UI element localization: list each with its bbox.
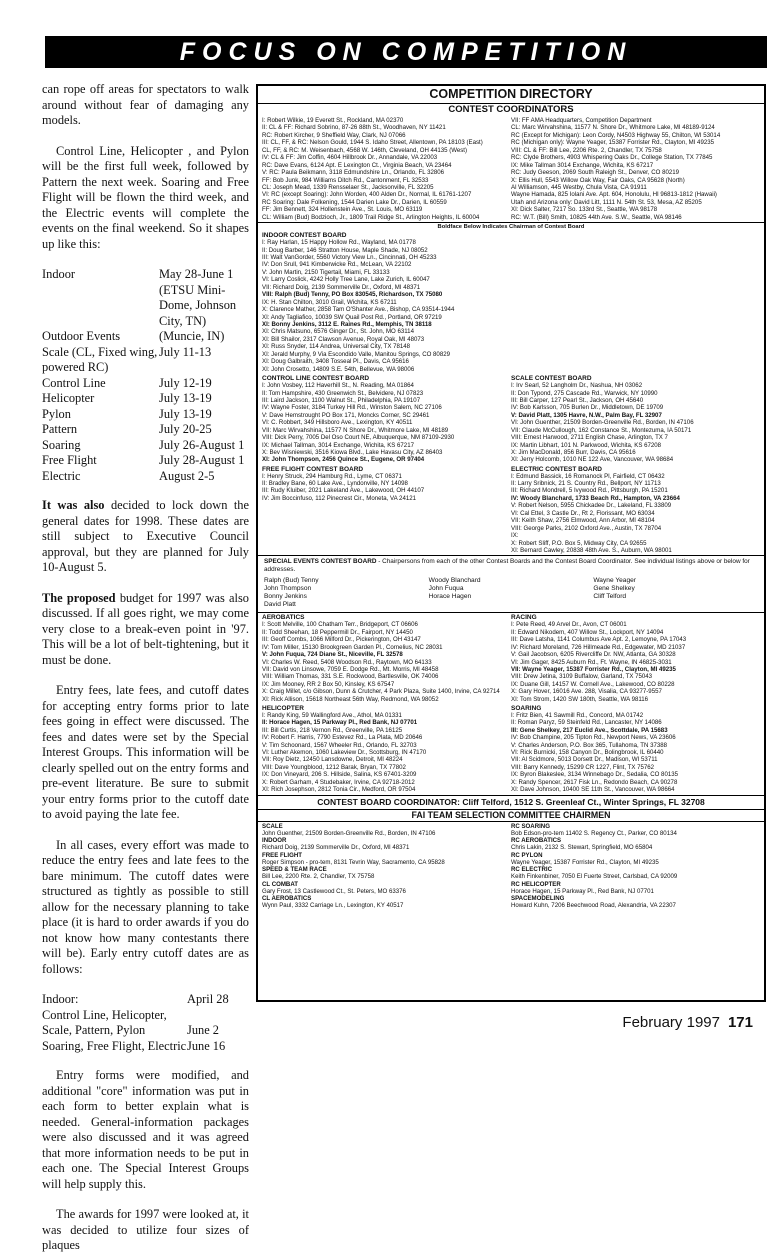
board-members: [511, 712, 756, 793]
directory-entry: IV: Woody Blanchard, 1733 Beach Rd., Hampton, VA 23664: [511, 494, 680, 502]
directory-entry: VIII: Dave Youngblood, 1212 Barak, Bryan, TX 77802: [262, 763, 406, 771]
directory-entry: XI: Jerry Holcomb, 1010 NE 122 Ave, Vancouver, WA 98684: [511, 456, 674, 464]
directory-entry: II: Bradley Bane, 60 Lake Ave., Lyndonville, NY 14098: [262, 480, 408, 487]
fai-chairman: Wynn Paul, 3332 Carriage Ln., Lexington, KY 40517: [262, 902, 404, 910]
directory-entry: XI: Bill Shailor, 2317 Clawson Avenue, Royal Oak, MI 48073: [262, 335, 425, 343]
directory-entry: XI: Russ Snyder, 114 Andrea, Universal City, TX 78148: [262, 343, 411, 351]
schedule-dates: July 28-August 1: [159, 453, 245, 467]
cutoff-event: Soaring, Free Flight, Electric: [42, 1038, 187, 1053]
directory-entry: I: Randy King, 59 Wallingford Ave., Athol, MA 01331: [262, 711, 402, 719]
directory-entry: IX: Jim Mooney, RR 2 Box 50, Kinsley, KS 67547: [262, 680, 395, 688]
schedule-event: Pylon: [42, 406, 71, 421]
board-members: [511, 473, 756, 554]
boards-row-1: [258, 231, 764, 374]
directory-entry: FF: Jim Bennett, 324 Hollenstein Ave., St. Louis, MO 63119: [262, 206, 423, 214]
boards-row-3: [258, 612, 764, 794]
directory-entry: FF: Bob Junk, 984 Williams Ditch Rd., Cantonment, FL 32533: [262, 176, 429, 184]
directory-entry: RC (Michigan only): Wayne Yeager, 15387 Forrister Rd., Clayton, MI 49235: [511, 139, 714, 147]
fai-chairman: Gary Frost, 13 Castlewood Ct., St. Peters, MO 63376: [262, 887, 406, 895]
directory-entry: V: Robert Nelson, 5955 Chickadee Dr., Lakeland, FL 33809: [511, 502, 672, 510]
fai-chairman: John Guenther, 21509 Borden-Greenville Rd., Borden, IN 47106: [262, 829, 436, 837]
fai-event-heading: CL AEROBATICS: [262, 895, 312, 903]
directory-entry: IV: CL & FF: Jim Coffin, 4604 Hillbrook Dr., Annandale, VA 22003: [262, 154, 438, 162]
directory-entry: IV: Tom Miller, 15130 Brookgreen Garden Pl., Cornelius, NC 28031: [262, 643, 443, 651]
coordinators-left: [262, 117, 511, 221]
schedule-dates: August 2-5: [159, 468, 215, 483]
directory-entry: V: Gail Jacobson, 6205 Rivercliffe Dr. NW, Atlanta, GA 30328: [511, 651, 676, 659]
directory-entry: VIII: Ralph (Bud) Tenny, PO Box 830545, Richardson, TX 75080: [262, 291, 443, 299]
coordinators-list: [258, 116, 764, 222]
directory-entry: IX: Mike Tallman 3014 Exchange, Wichita, KS 67217: [511, 161, 654, 169]
directory-entry: VII: Roy Dietz, 12450 Lansdowne, Detroit, MI 48224: [262, 756, 403, 764]
directory-entry: VI: Rick Burnicki, 158 Canyon Dr., Bolingbrook, IL 60440: [511, 749, 664, 757]
board-title: SCALE CONTEST BOARD: [511, 375, 592, 383]
fai-event-heading: CL COMBAT: [262, 880, 298, 888]
directory-entry: V: Charles Anderson, P.O. Box 365, Tullahoma, TN 37388: [511, 741, 668, 749]
article-paragraph: can rope off areas for spectators to walk around without fear of damaging any models.: [42, 82, 249, 127]
directory-entry: X: Craig Millet, c/o Gibson, Dunn & Crutcher, 4 Park Plaza, Suite 1400, Irvine, CA 92714: [262, 688, 500, 696]
cutoff-event: Control Line, Helicopter, Scale, Pattern, Pylon: [42, 1007, 167, 1037]
directory-entry: IX: Duane Gill, 14157 W. Cornell Ave., Lakewood, CO 80228: [511, 680, 675, 688]
fai-chairman: Howard Kuhn, 7206 Beechwood Road, Alexandria, VA 22307: [511, 902, 676, 910]
directory-entry: RC (Except for Michigan): Leon Cordy, N4503 Highway 55, Chilton, WI 53014: [511, 131, 721, 139]
schedule-dates: July 20-25: [159, 422, 212, 436]
directory-entry: I: John Vosbey, 112 Haverhill St., N. Reading, MA 01864: [262, 382, 414, 390]
board-title: CONTROL LINE CONTEST BOARD: [262, 375, 370, 383]
directory-entry: RC: Clyde Brothers, 4903 Whispering Oaks Dr., College Station, TX 77845: [511, 154, 713, 162]
directory-entry: VIII: William Thomas, 331 S.E. Rockwood, Bartlesville, OK 74006: [262, 673, 439, 681]
scale-electric-boards: [511, 375, 760, 554]
directory-entry: VI: John Guenther, 21509 Borden-Greenville Rd., Borden, IN 47106: [511, 419, 694, 427]
fai-event-heading: INDOOR: [262, 837, 287, 845]
coordinators-right: [511, 117, 760, 221]
directory-entry: VII: FF AMA Headquarters, Competition Department: [511, 117, 652, 124]
directory-entry: VIII: Dick Perry, 7005 Del Oso Court NE, Albuquerque, NM 87109-2930: [262, 434, 455, 442]
article-paragraph: [42, 498, 249, 576]
directory-entry: III: Walt VanGorder, 5560 Victory View Ln., Cincinnati, OH 45233: [262, 254, 437, 262]
special-members: [264, 577, 758, 609]
directory-entry: III: Richard Mondrell, 5 Ivywood Rd., Pittsburgh, PA 15201: [511, 487, 668, 495]
paragraph-text: decided to lock down the general dates for 1998. These dates are still subject to Executive Council approval, but they are planned for July 10-August 5.: [42, 498, 249, 574]
directory-entry: XI: Rick Allison, 15618 Northeast 56th Way, Redmond, WA 98052: [262, 695, 439, 703]
directory-entry: Al Williamson, 445 Westby, Chula Vista, CA 91911: [511, 183, 647, 191]
fai-event-heading: RC ELECTRIC: [511, 866, 552, 874]
board-title: AEROBATICS: [262, 614, 305, 622]
directory-entry: I: Scott Melville, 100 Chatham Terr., Bridgeport, CT 06606: [262, 621, 418, 629]
boards-row-2: [258, 374, 764, 555]
directory-entry: VII: Richard Doig, 2139 Sommerville Dr., Oxford, MI 48371: [262, 283, 421, 291]
schedule-event: Helicopter: [42, 391, 95, 405]
directory-entry: XI: Bernard Cawley, 20838 48th Ave. S., Auburn, WA 98001: [511, 546, 672, 554]
fai-event-heading: SCALE: [262, 822, 283, 830]
boldface-note: Boldface Below Indicates Chairman of Contest Board: [258, 222, 764, 231]
article-paragraph: The awards for 1997 were looked at, it was decided to utilize four sizes of plaques: [42, 1207, 249, 1252]
directory-entry: III: Bill Curtis, 218 Vernon Rd., Greenville, PA 16125: [262, 726, 403, 734]
schedule-dates: July 13-19: [159, 391, 212, 405]
directory-entry: IX: H. Stan Chilton, 3010 Grail, Wichita, KS 67211: [262, 298, 397, 306]
fai-chairman: Bob Edson-pro-tem 11402 S. Regency Ct., Parker, CO 80134: [511, 829, 677, 837]
schedule-event: Pattern: [42, 422, 78, 436]
directory-entry: Ralph (Bud) Tenny: [264, 577, 319, 585]
directory-entry: X: Robert Sliff, P.O. Box 5, Midway City, CA 92655: [511, 539, 647, 547]
directory-entry: CL: Marc Wirvahshina, 11577 N. Shore Dr., Whitmore Lake, MI 48189-9124: [511, 124, 715, 132]
fai-right-list: [511, 823, 760, 910]
directory-entry: VII: Keith Shaw, 2756 Elmwood, Ann Arbor, MI 48104: [511, 517, 655, 525]
directory-entry: I: Ray Harlan, 15 Happy Hollow Rd., Wayland, MA 01778: [262, 239, 416, 247]
directory-entry: Utah and Arizona only: David Litt, 1111 N. 54th St. 53, Mesa, AZ 85205: [511, 198, 702, 206]
directory-entry: VII: David von Linsowe, 7059 E. Dodge Rd., Mt. Morris, MI 48458: [262, 665, 439, 673]
schedule-event: Free Flight: [42, 453, 97, 467]
cutoff-date: June 16: [187, 1038, 226, 1053]
board-title: RACING: [511, 614, 537, 622]
directory-entry: X: Robert Garham, 4 Studebaker, Irvine, CA 92718-2012: [262, 778, 415, 786]
directory-entry: V: John Martin, 2150 Tigertail, Miami, FL 33133: [262, 268, 390, 276]
schedule-event: Electric: [42, 468, 81, 483]
directory-entry: II: Todd Sheehan, 18 Peppermill Dr., Fairport, NY 14450: [262, 628, 413, 636]
schedule-event: Control Line: [42, 375, 106, 390]
board-title: ELECTRIC CONTEST BOARD: [511, 465, 602, 473]
directory-entry: XI: Doug Galbraith, 3408 Tosseal Pl., Davis, CA 95616: [262, 358, 409, 366]
article-paragraph: [42, 591, 249, 669]
directory-entry: III: Geoff Combs, 1066 Milford Dr., Pickerington, OH 43147: [262, 636, 421, 644]
directory-entry: VIII: CL & FF: Bill Lee, 2206 Rte. 2, Chandler, TX 75758: [511, 146, 662, 154]
directory-entry: V: RC: Paula Beikmann, 3118 Edmundshire Ln., Orlando, FL 32806: [262, 169, 445, 177]
event-schedule-table: [42, 267, 249, 484]
fai-chairman: Wayne Yeager, 15387 Forrister Rd., Clayton, MI 49235: [511, 858, 659, 866]
directory-entry: XI: Bonny Jenkins, 3112 E. Raines Rd., Memphis, TN 38118: [262, 320, 432, 328]
page-footer: [622, 1014, 753, 1031]
schedule-dates: July 12-19: [159, 375, 212, 390]
directory-entry: III: Rudy Kluiber, 2021 Lakeland Ave., Lakewood, OH 44107: [262, 487, 425, 495]
directory-entry: III: Laird Jackson, 1100 Walnut St., Philadelphia, PA 19107: [262, 396, 421, 404]
directory-entry: II: Doug Barber, 146 Stratton House, Maple Shade, NJ 08052: [262, 246, 428, 254]
fai-event-heading: RC SOARING: [511, 822, 550, 830]
directory-entry: XI: Chris Matsuno, 6576 Ginger Dr., St. John, MO 63114: [262, 328, 414, 336]
directory-entry: XI: Dave Johnson, 10400 SE 11th St., Vancouver, WA 98664: [511, 786, 675, 794]
board-title: FREE FLIGHT CONTEST BOARD: [262, 465, 364, 473]
directory-entry: VIII: Ernest Harwood, 2711 English Chase, Arlington, TX 7: [511, 434, 668, 442]
directory-entry: VIII: Drew Jetina, 3109 Buffalow, Garland, TX 75043: [511, 673, 653, 681]
directory-entry: XI: Jerald Murphy, 9 Via Escondido Valle, Manitou Springs, CO 80829: [262, 350, 450, 358]
directory-entry: VII: Al Scidmore, 5013 Dorsett Dr., Madison, WI 53711: [511, 756, 658, 764]
schedule-dates: July 13-19: [159, 406, 212, 421]
board-members: [511, 382, 756, 463]
directory-entry: IV: Jim Boccinfuso, 112 Pinecrest Cir., Moneta, VA 24121: [262, 494, 416, 502]
cutoff-event: Indoor:: [42, 992, 79, 1006]
directory-entry: III: Dave Latsha, 1141 Columbus Ave Apt. 2, Lemoyne, PA 17043: [511, 636, 687, 644]
directory-entry: X: Gary Hover, 16016 Ave. 288, Visalia, CA 93277-9557: [511, 688, 662, 696]
fai-chairman: Bill Lee, 2200 Rte. 2, Chandler, TX 75758: [262, 873, 375, 881]
fai-chairman: Chris Lakin, 2132 S. Stewart, Springfield, MO 65804: [511, 844, 653, 852]
directory-entry: I: Robert Wilkie, 19 Everett St., Rockland, MA 02370: [262, 117, 404, 124]
directory-entry: VI: Luther Akemon, 1060 Lakeview Dr., Scottsburg, IN 47170: [262, 749, 427, 757]
directory-entry: V: Dave Hemstrought PO Box 171, Moncks Corner, SC 29461: [262, 411, 430, 419]
indoor-board: [262, 232, 511, 373]
directory-entry: VI: Charles W. Reed, 5408 Woodson Rd., Raytown, MO 64133: [262, 658, 432, 666]
board-members: [262, 621, 507, 702]
board-members: [262, 382, 507, 463]
directory-entry: Bonny Jenkins: [264, 593, 307, 601]
directory-entry: Horace Hagen: [428, 593, 472, 601]
directory-entry: I: Fritz Bien, 41 Sawmill Rd., Concord, MA 01742: [511, 711, 644, 719]
schedule-event: Outdoor Events: [42, 329, 121, 343]
directory-entry: CL: William (Bud) Bodzioch, Jr., 1809 Trail Ridge St., Arlington Heights, IL 60004: [262, 213, 480, 221]
directory-entry: XI: Andy Tagliafico, 10039 SW Quail Post Rd., Portland, OR 97219: [262, 313, 442, 321]
directory-entry: Gene Shelkey: [593, 585, 635, 593]
fai-chairman: Keith Finkenbiner, 7050 El Fuerte Street, Carlsbad, CA 92009: [511, 873, 678, 881]
article-paragraph: In all cases, every effort was made to reduce the entry fees and late fees to the bare minimum. The cutoff dates were structured as tightly as possible to still allow for the necessary planning to take place (it is hard to order awards if you do not know how many contestants there will be). Early entry cutoff dates are as follows:: [42, 837, 249, 976]
directory-entry: I: Edmund Bassick, 16 Romanock Pl, Fairfield, CT 06432: [511, 472, 665, 480]
schedule-dates: July 26-August 1: [159, 437, 245, 452]
fai-committee: [258, 810, 764, 911]
contest-board-coordinator: CONTEST BOARD COORDINATOR: Cliff Telford, 1512 S. Greenleaf Ct., Winter Springs, FL 32708: [258, 795, 764, 810]
section-banner: FOCUS ON COMPETITION: [45, 36, 767, 68]
directory-title: COMPETITION DIRECTORY: [258, 86, 764, 104]
directory-entry: John Thompson: [264, 585, 312, 593]
directory-entry: VI: RC (except Soaring): John Worden, 400 Alden Dr., Normal, IL 61761-1207: [262, 191, 472, 199]
directory-entry: III: Gene Shelkey, 217 Euclid Ave., Scottdale, PA 15683: [511, 726, 668, 734]
schedule-dates: July 11-13: [159, 344, 212, 359]
cutoff-dates-table: [42, 992, 249, 1054]
board-title: INDOOR CONTEST BOARD: [262, 232, 347, 240]
directory-entry: VII: Marc Wirvahshina, 11577 N Shore Dr., Whitmore Lake, MI 48189: [262, 426, 449, 434]
fai-event-heading: RC AEROBATICS: [511, 837, 562, 845]
directory-entry: VII: Wayne Yeager, 15387 Forrister Rd., Clayton, MI 49235: [511, 665, 676, 673]
lead-in: The proposed: [42, 590, 116, 605]
cutoff-date: June 2: [187, 1023, 220, 1037]
directory-entry: IV: Richard Moreland, 726 Hillmeade Rd., Edgewater, MD 21037: [511, 643, 686, 651]
directory-entry: III: Bill Carper, 127 Pearl St., Jackson, OH 45640: [511, 396, 644, 404]
directory-entry: VII: Claude McCullough, 162 Constance St., Montezuma, IA 50171: [511, 426, 692, 434]
directory-entry: X: Bev Wisniewski, 3516 Kiowa Blvd., Lake Havasu City, AZ 86403: [262, 449, 443, 457]
directory-entry: XI: Rich Josephson, 2812 Tonia Cir., Medford, OR 97504: [262, 786, 416, 794]
directory-entry: III: CL, FF, & RC: Nelson Gould, 1944 S. Idaho Street, Allentown, PA 18103 (East): [262, 139, 483, 147]
directory-entry: X: Clarence Mather, 2858 Tam O'Shanter Ave., Bishop, CA 93514-1944: [262, 306, 455, 314]
article-column: [42, 82, 250, 1252]
special-events-board: [258, 555, 764, 612]
directory-entry: II: Edward Nikodem, 407 Willow St., Lockport, NY 14094: [511, 628, 664, 636]
directory-entry: RC Soaring: Dale Folkening, 1544 Darien Lake Dr., Darien, IL 60559: [262, 198, 447, 206]
directory-entry: IV: Bob Karlsson, 705 Burlen Dr., Middletown, DE 19709: [511, 404, 664, 412]
directory-entry: [593, 601, 758, 609]
competition-directory: [256, 84, 766, 1002]
board-title: HELICOPTER: [262, 704, 304, 712]
article-paragraph: Control Line, Helicopter , and Pylon will be the first full week, followed by Pattern the next week. Soaring and Free Flight will be flown the third week, and the Electric events will complete the events on the final weekend. So it shapes up like this:: [42, 143, 249, 251]
directory-entry: VIII: Barry Kennedy, 15299 CR 1227, Flint, TX 75762: [511, 763, 655, 771]
directory-entry: IX: Martin Libhart, 101 N. Parkwood, Wichita, KS 67208: [511, 441, 662, 449]
directory-entry: Wayne Hamada, 825 Iolani Ave. Apt. 604, Honolulu, HI 96813-1812 (Hawaii): [511, 191, 717, 199]
board-members: [262, 473, 507, 502]
directory-entry: IX: Byron Blakeslee, 3134 Winnebago Dr., Sedalia, CO 80135: [511, 771, 679, 779]
directory-entry: IX: Don Vineyard, 206 S. Hillside, Salina, KS 67401-3209: [262, 771, 417, 779]
directory-entry: II: CL & FF: Richard Sobrino, 87-26 88th St., Woodhaven, NY 11421: [262, 124, 446, 132]
directory-entry: X: Randy Spencer, 2617 Fisk Ln., Redondo Beach, CA 90278: [511, 778, 678, 786]
page-number: 171: [727, 1014, 753, 1031]
directory-entry: XI: Tom Strom, 1420 SW 180th, Seattle, WA 98116: [511, 695, 649, 703]
directory-entry: VIII: George Parks, 2102 Oxford Ave., Austin, TX 78704: [511, 524, 662, 532]
fai-chairman: Richard Doig, 2139 Sommerville Dr., Oxford, MI 48371: [262, 844, 410, 852]
directory-entry: RC: Robert Kircher, 9 Sheffield Way, Clark, NJ 07066: [262, 131, 406, 139]
directory-entry: V: David Platt, 1305 Havre, N.W., Palm Bay, FL 32907: [511, 411, 662, 419]
directory-entry: IV: Robert F. Harris, 7790 Estevez Rd., La Plata, MD 20646: [262, 734, 423, 742]
directory-entry: II: Larry Sribnick, 21 S. Country Rd., Bellport, NY 11713: [511, 480, 661, 487]
fai-event-heading: RC PYLON: [511, 851, 543, 859]
directory-entry: XI: Dick Salter, 7217 So. 133rd St., Seattle, WA 98178: [511, 206, 658, 214]
directory-entry: II: Tom Hampshire, 430 Greenwich St., Belvidere, NJ 07823: [262, 389, 424, 397]
directory-entry: RC: W.T. (Bill) Smith, 10825 44th Ave. S.W., Seattle, WA 98146: [511, 213, 682, 221]
directory-entry: RC: Judy Geeson, 2069 South Raleigh St., Denver, CO 80219: [511, 169, 680, 177]
directory-entry: IX:: [511, 532, 519, 540]
fai-event-heading: SPACEMODELING: [511, 895, 565, 903]
board-members: [262, 239, 507, 372]
directory-entry: IV: Don Srull, 941 Kimberwicke Rd., McLean, VA 22102: [262, 261, 412, 269]
schedule-dates: May 28-June 1 (ETSU Mini-Dome, Johnson City, TN): [159, 267, 237, 328]
directory-entry: CL, FF, & RC: M. Weisenbach, 4568 W. 146th, Cleveland, OH 44135 (West): [262, 146, 468, 154]
directory-entry: VI: Jim Gager, 8425 Auburn Rd., Ft. Wayne, IN 46825-3031: [511, 658, 672, 666]
special-description: - Chairpersons from each of the other Contest Boards and the Contest Board Coordinator. See individual listings above or below for addresses.: [264, 558, 750, 573]
schedule-dates: (Muncie, IN): [159, 329, 225, 343]
schedule-event: Indoor: [42, 267, 76, 281]
fai-chairman: Roger Simpson - pro-tem, 8131 Tevrin Way, Sacramento, CA 95828: [262, 858, 445, 866]
directory-entry: II: Don Typond, 275 Cascade Rd., Warwick, NY 10990: [511, 389, 658, 397]
directory-entry: John Fuqua: [428, 585, 464, 593]
directory-entry: RC: Dave Evans, 6124 Apt. E Lexington Ct., Virginia Beach, VA 23464: [262, 161, 452, 169]
paragraph-text: budget for 1997 was also discussed. If all goes right, we may come very close to a break-even point in '97. This will be a lot of belt-tightening, but it must be done.: [42, 590, 250, 667]
directory-entry: IV: Bob Champine, 205 Tipton Rd., Newport News, VA 23606: [511, 734, 676, 742]
cutoff-date: April 28: [187, 992, 229, 1006]
directory-entry: IX: Michael Tallman, 3014 Exchange, Wichita, KS 67217: [262, 441, 414, 449]
article-paragraph: Entry forms were modified, and additional "core" information was put in each form to better explain what is needed. General-information packages were also discussed and it was agreed that more information needs to be put in each one. The Special Interest Groups will help supply this.: [42, 1068, 249, 1191]
fai-event-heading: SPEED & TEAM RACE: [262, 866, 327, 874]
schedule-event: Soaring: [42, 437, 81, 452]
board-members: [511, 621, 756, 702]
board-title: SOARING: [511, 704, 542, 712]
directory-entry: XI: John Crosetto, 14809 S.E. 54th, Bellevue, WA 98006: [262, 365, 415, 373]
schedule-event: Scale (CL, Fixed wing, powered RC): [42, 344, 158, 374]
special-title: SPECIAL EVENTS CONTEST BOARD: [264, 558, 377, 566]
directory-entry: X: Ellis Hull, 5543 Willow Oak Way, Fair Oaks, CA 95628 (North): [511, 176, 685, 184]
directory-entry: I: Irv Searl, 52 Langholm Dr., Nashua, NH 03062: [511, 382, 643, 390]
directory-entry: Woody Blanchard: [428, 577, 481, 585]
directory-entry: [429, 601, 594, 609]
directory-entry: Cliff Telford: [593, 593, 627, 601]
cl-board: [262, 375, 511, 554]
fai-event-heading: RC HELICOPTER: [511, 880, 561, 888]
directory-entry: I: Pete Reed, 49 Arvel Dr., Avon, CT 06001: [511, 621, 627, 629]
directory-entry: VI: Cal Ettel, 3 Castle Dr., Rt 2, Florissant, MO 63034: [511, 509, 655, 517]
directory-entry: IV: Wayne Foster, 3184 Turkey Hill Rd., Winston Salem, NC 27106: [262, 404, 442, 412]
directory-entry: V: Tim Schoonard, 1567 Wheeler Rd., Orlando, FL 32703: [262, 741, 417, 749]
directory-entry: Wayne Yeager: [593, 577, 636, 585]
scale-board: [511, 232, 760, 373]
directory-entry: II: Roman Paryz, 59 Steinfeld Rd., Lancaster, NY 14086: [511, 719, 662, 727]
directory-entry: II: Horace Hagen, 15 Parkway Pl., Red Bank, NJ 07701: [262, 719, 418, 727]
issue-date: February 1997: [622, 1014, 720, 1031]
directory-entry: VI: Larry Coslick, 4242 Holly Tree Lane, Lake Zurich, IL 60047: [262, 276, 430, 284]
article-paragraph: Entry fees, late fees, and cutoff dates for accepting entry forms prior to late fees going in effect were discussed. The fees and dates were set by the Special Interest Groups. This information will be clearly spelled out on the entry forms and pre-event literature. Be sure to submit your entry forms prior to the cutoff date to avoid paying the late fee.: [42, 683, 249, 821]
board-members: [262, 712, 507, 793]
directory-entry: CL: Joseph Mead, 1339 Rensselaer St., Jacksonville, FL 32205: [262, 183, 434, 191]
fai-event-heading: FREE FLIGHT: [262, 851, 302, 859]
directory-entry: XI: John Thompson, 2456 Quince St., Eugene, OR 97404: [262, 456, 425, 464]
directory-entry: David Platt: [264, 601, 296, 609]
directory-entry: V: John Fuqua, 724 Diane St., Niceville, FL 32578: [262, 651, 403, 659]
directory-entry: VI: C. Robbert, 349 Hillsboro Ave., Lexington, KY 40511: [262, 419, 413, 427]
directory-entry: I: Henry Struck, 294 Hamburg Rd., Lyme, CT 06371: [262, 472, 402, 480]
lead-in: It was also: [42, 498, 105, 512]
fai-left-list: [262, 823, 511, 910]
directory-entry: X: Jim MacDonald, 856 Burr, Davis, CA 95616: [511, 449, 636, 457]
fai-chairman: Horace Hagen, 15 Parkway Pl., Red Bank, NJ 07701: [511, 887, 654, 895]
coordinators-heading: CONTEST COORDINATORS: [448, 104, 574, 115]
fai-title: FAI TEAM SELECTION COMMITTEE CHAIRMEN: [411, 809, 611, 820]
